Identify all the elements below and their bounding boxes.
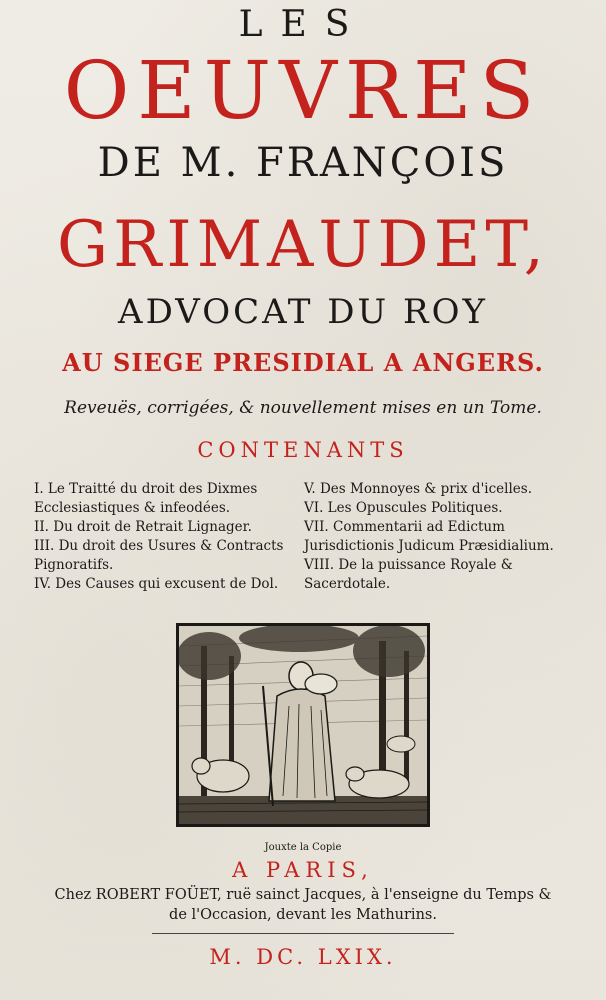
contents-right-column: [304, 480, 574, 594]
contents-heading: CONTENANTS: [197, 438, 409, 462]
contents-item: IV. Des Causes qui excusent de Dol.: [34, 576, 279, 592]
contents-item: VII. Commentarii ad Edictum Jurisdictionis Judicum Præsidialium.: [304, 519, 554, 554]
author-office: ADVOCAT DU ROY: [118, 292, 488, 332]
title-oeuvres: OEUVRES: [63, 44, 543, 137]
contents-item: V. Des Monnoyes & prix d'icelles.: [304, 481, 532, 497]
printer-line-2: de l'Occasion, devant les Mathurins.: [169, 907, 437, 923]
edition-note: Reveuës, corrigées, & nouvellement mises en un Tome.: [64, 398, 542, 418]
author-seat: AU SIEGE PRESIDIAL A ANGERS.: [62, 348, 544, 377]
author-name: GRIMAUDET,: [57, 208, 549, 282]
author-prefix: DE M. FRANÇOIS: [97, 140, 509, 186]
contents-item: I. Le Traitté du droit des Dixmes Ecclesiastiques & infeodées.: [34, 481, 258, 516]
imprint-city: A PARIS,: [232, 858, 374, 882]
good-shepherd-woodcut-icon: [176, 623, 430, 827]
printer-line-1: Chez ROBERT FOÜET, ruë sainct Jacques, à l'enseigne du Temps &: [54, 887, 552, 903]
jouxte-la-copie: Jouxte la Copie: [264, 842, 342, 853]
printer-imprint: [0, 885, 606, 925]
title-les: LES: [238, 4, 368, 45]
contents-item: VI. Les Opuscules Politiques.: [304, 500, 503, 516]
contents-left-column: [34, 480, 299, 594]
publication-date: M. DC. LXIX.: [209, 945, 397, 969]
contents-item: II. Du droit de Retrait Lignager.: [34, 519, 252, 535]
contents-item: VIII. De la puissance Royale & Sacerdotale.: [304, 557, 513, 592]
contents-item: III. Du droit des Usures & Contracts Pignoratifs.: [34, 538, 284, 573]
divider-rule: [152, 933, 454, 934]
